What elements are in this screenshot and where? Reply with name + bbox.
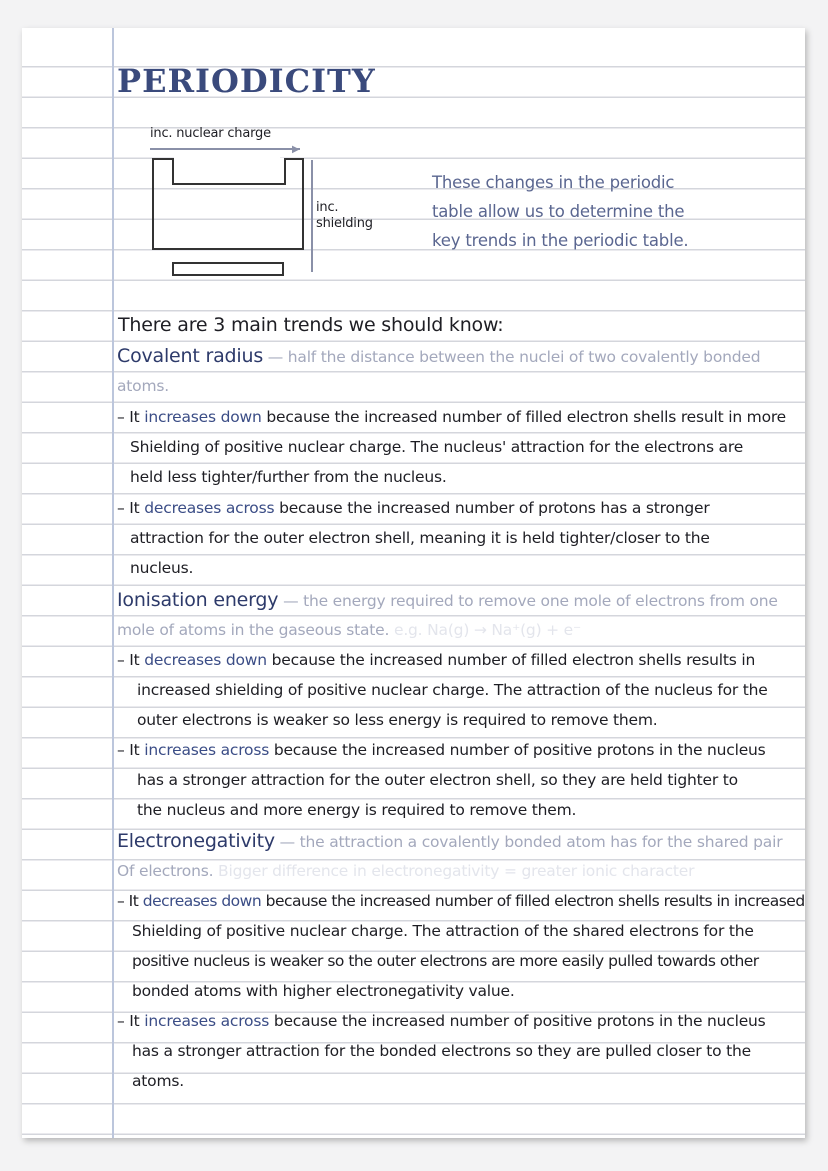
side-note: These changes in the periodic table allow us to determine the key trends in the periodic table. <box>432 173 689 250</box>
text-line: Shielding of positive nuclear charge. The nucleus' attraction for the electrons are <box>130 438 744 456</box>
text-line: increased shielding of positive nuclear charge. The attraction of the nucleus for the <box>137 681 768 699</box>
right-arrow-icon <box>150 148 300 150</box>
shielding-label: inc. shielding <box>316 200 373 231</box>
electronegativity-definition-cont: Of electrons. Bigger difference in electronegativity = greater ionic character <box>117 862 695 880</box>
text-line: Shielding of positive nuclear charge. The attraction of the shared electrons for the <box>132 922 754 940</box>
ionisation-point-2: – It increases across because the increased number of positive protons in the nucleus <box>117 741 766 759</box>
table-gap <box>172 158 286 185</box>
text-line: nucleus. <box>130 559 194 577</box>
electronegativity-definition: Electronegativity — the attraction a covalently bonded atom has for the shared pair <box>117 830 783 852</box>
covalent-point-1: – It increases down because the increased number of filled electron shells result in more <box>117 408 787 426</box>
covalent-definition: Covalent radius — half the distance between the nuclei of two covalently bonded <box>117 345 761 367</box>
f-block <box>172 262 284 276</box>
ionisation-definition-cont: mole of atoms in the gaseous state. e.g. Na(g) → Na⁺(g) + e⁻ <box>117 621 581 639</box>
page-title: PERIODICITY <box>117 62 376 100</box>
down-arrow-icon <box>311 160 313 272</box>
text-line: positive nucleus is weaker so the outer electrons are more easily pulled towards other <box>132 952 759 970</box>
ionisation-point-1: – It decreases down because the increased number of filled electron shells results in <box>117 651 756 669</box>
notebook-page <box>22 28 805 1138</box>
ionisation-definition: Ionisation energy — the energy required to remove one mole of electrons from one <box>117 589 778 611</box>
margin-line <box>112 28 114 1138</box>
text-line: the nucleus and more energy is required to remove them. <box>137 801 577 819</box>
arrow-head-icon: ▶ <box>292 144 300 155</box>
covalent-definition-cont: atoms. <box>117 377 169 395</box>
electronegativity-point-1: – It decreases down because the increased number of filled electron shells results in increased <box>117 892 805 910</box>
intro-text: There are 3 main trends we should know: <box>118 314 504 336</box>
text-line: has a stronger attraction for the outer electron shell, so they are held tighter to <box>137 771 738 789</box>
gap-mask <box>174 156 280 160</box>
nuclear-charge-label: inc. nuclear charge <box>150 126 271 141</box>
covalent-point-2: – It decreases across because the increased number of protons has a stronger <box>117 499 710 517</box>
text-line: bonded atoms with higher electronegativity value. <box>132 982 515 1000</box>
text-line: held less tighter/further from the nucleus. <box>130 468 447 486</box>
text-line: outer electrons is weaker so less energy is required to remove them. <box>137 711 658 729</box>
text-line: has a stronger attraction for the bonded electrons so they are pulled closer to the <box>132 1042 751 1060</box>
electronegativity-point-2: – It increases across because the increased number of positive protons in the nucleus <box>117 1012 766 1030</box>
text-line: atoms. <box>132 1072 184 1090</box>
text-line: attraction for the outer electron shell, meaning it is held tighter/closer to the <box>130 529 710 547</box>
